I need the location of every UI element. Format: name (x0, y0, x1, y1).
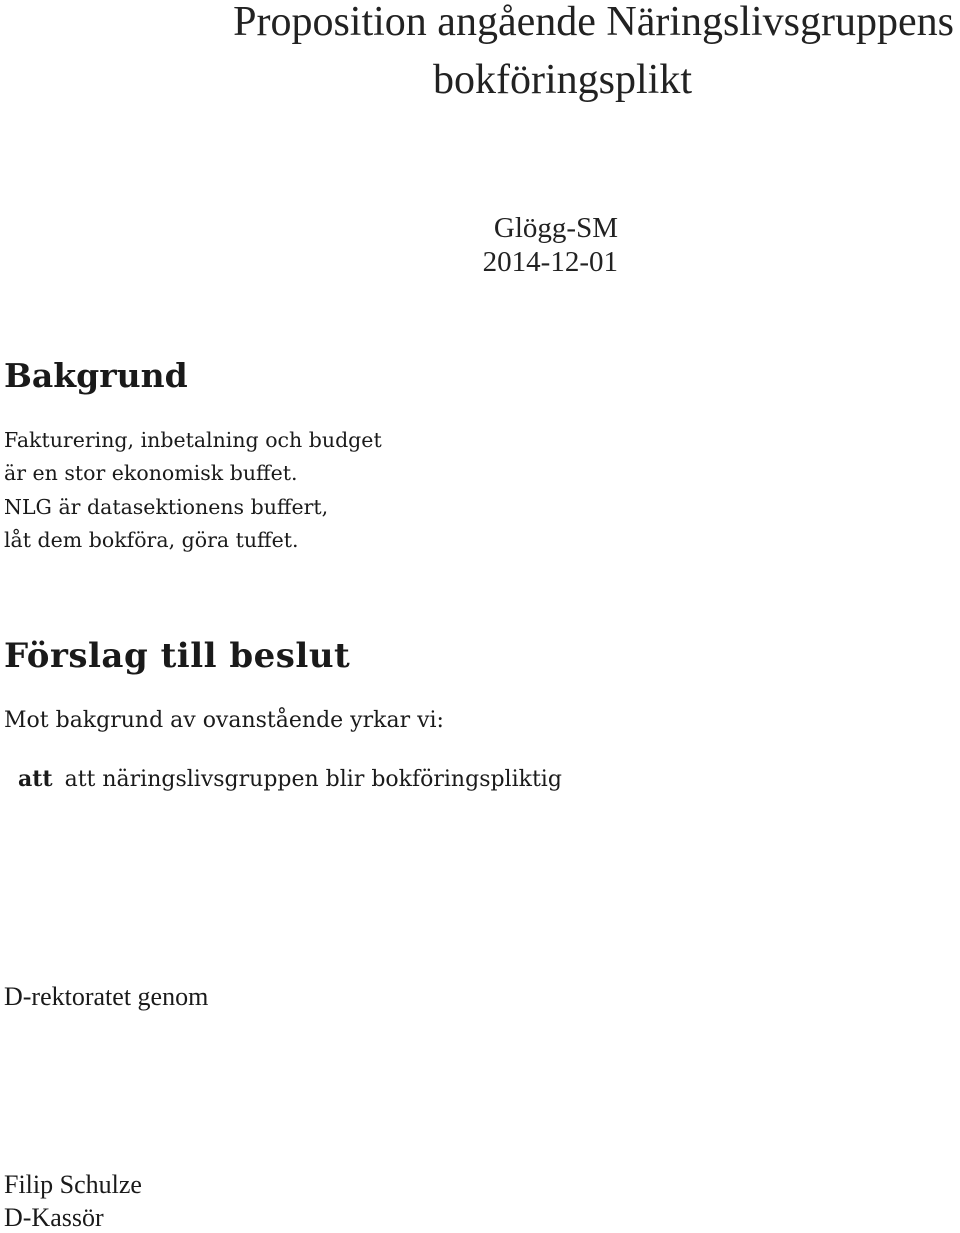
section-heading-background: Bakgrund (4, 356, 188, 395)
background-line: NLG är datasektionens buffert, (4, 495, 329, 519)
event-name: Glögg-SM (493, 212, 618, 244)
signature-name: Filip Schulze (4, 1170, 142, 1199)
motion-intro: Mot bakgrund av ovanstående yrkar vi: (4, 708, 444, 733)
background-line: är en stor ekonomisk buffet. (4, 461, 298, 485)
motion-item (18, 766, 562, 792)
motion-item-label: att (18, 766, 53, 792)
section-heading-proposal: Förslag till beslut (4, 636, 351, 676)
motion-item-text: att näringslivsgruppen blir bokföringspliktig (64, 767, 562, 792)
document-date: 2014-12-01 (482, 246, 618, 278)
document-title-line-2: bokföringsplikt (433, 57, 692, 103)
background-line: Fakturering, inbetalning och budget (4, 428, 382, 452)
document-title-line-1: Proposition angående Näringslivsgruppens (233, 0, 954, 45)
signature-intro: D-rektoratet genom (4, 982, 209, 1011)
signature-role: D-Kassör (4, 1203, 104, 1232)
background-line: låt dem bokföra, göra tuffet. (4, 528, 299, 552)
